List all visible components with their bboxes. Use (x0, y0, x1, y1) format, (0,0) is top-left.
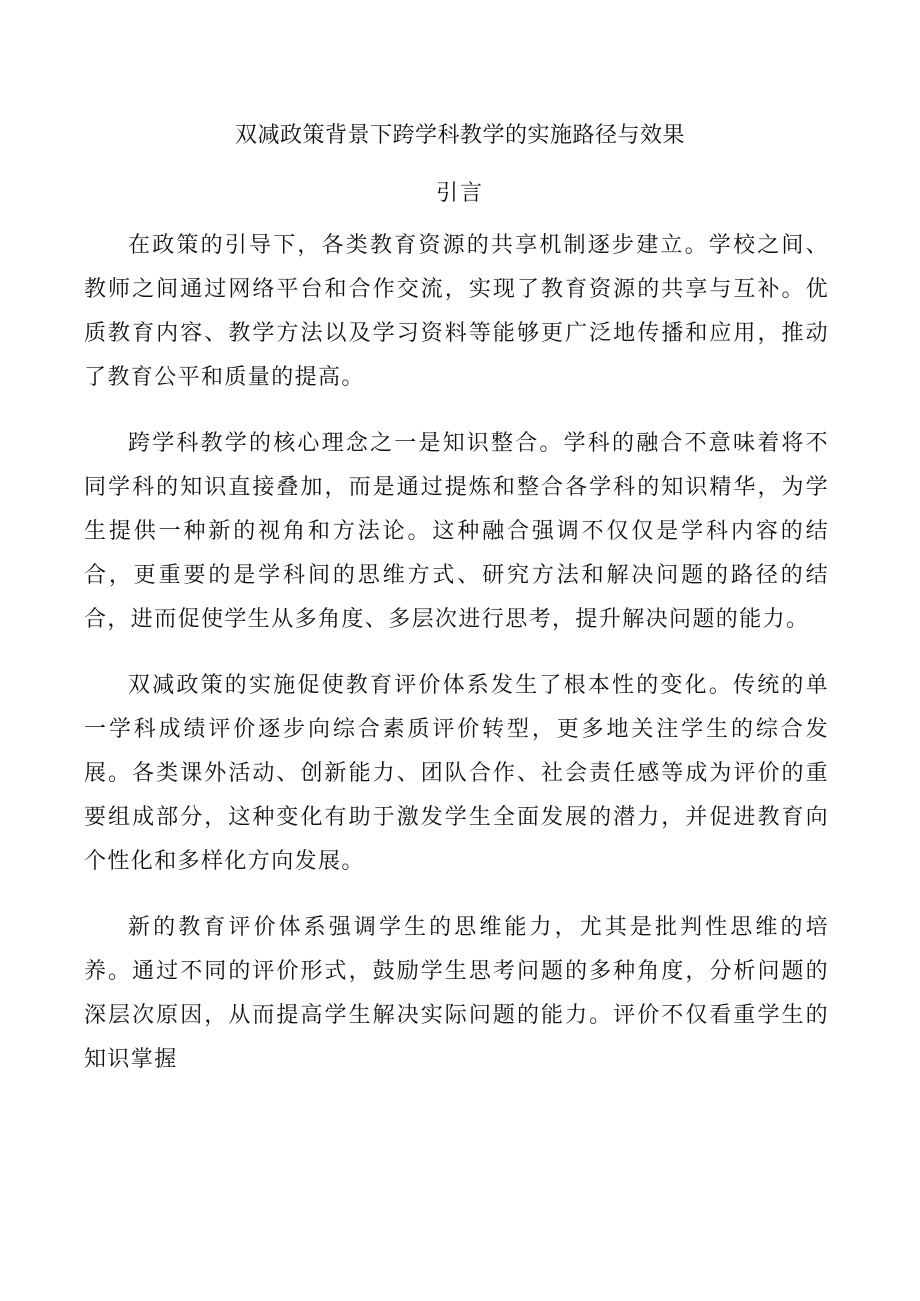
paragraph: 双减政策的实施促使教育评价体系发生了根本性的变化。传统的单一学科成绩评价逐步向综合素质评价转型，更多地关注学生的综合发展。各类课外活动、创新能力、团队合作、社会责任感等成为评价的重要组成部分，这种变化有助于激发学生全面发展的潜力，并促进教育向个性化和多样化方向发展。 (84, 673, 829, 874)
document-body (84, 224, 829, 1104)
section-heading: 引言 (435, 181, 484, 206)
paragraph: 在政策的引导下，各类教育资源的共享机制逐步建立。学校之间、教师之间通过网络平台和合作交流，实现了教育资源的共享与互补。优质教育内容、教学方法以及学习资料等能够更广泛地传播和应用，推动了教育公平和质量的提高。 (84, 233, 829, 390)
paragraph: 新的教育评价体系强调学生的思维能力，尤其是批判性思维的培养。通过不同的评价形式，鼓励学生思考问题的多种角度，分析问题的深层次原因，从而提高学生解决实际问题的能力。评价不仅看重学生的知识掌握 (84, 915, 829, 1072)
document-title: 双减政策背景下跨学科教学的实施路径与效果 (234, 123, 685, 148)
paragraph: 跨学科教学的核心理念之一是知识整合。学科的融合不意味着将不同学科的知识直接叠加，而是通过提炼和整合各学科的知识精华，为学生提供一种新的视角和方法论。这种融合强调不仅仅是学科内容的结合，更重要的是学科间的思维方式、研究方法和解决问题的路径的结合，进而促使学生从多角度、多层次进行思考，提升解决问题的能力。 (84, 431, 829, 632)
